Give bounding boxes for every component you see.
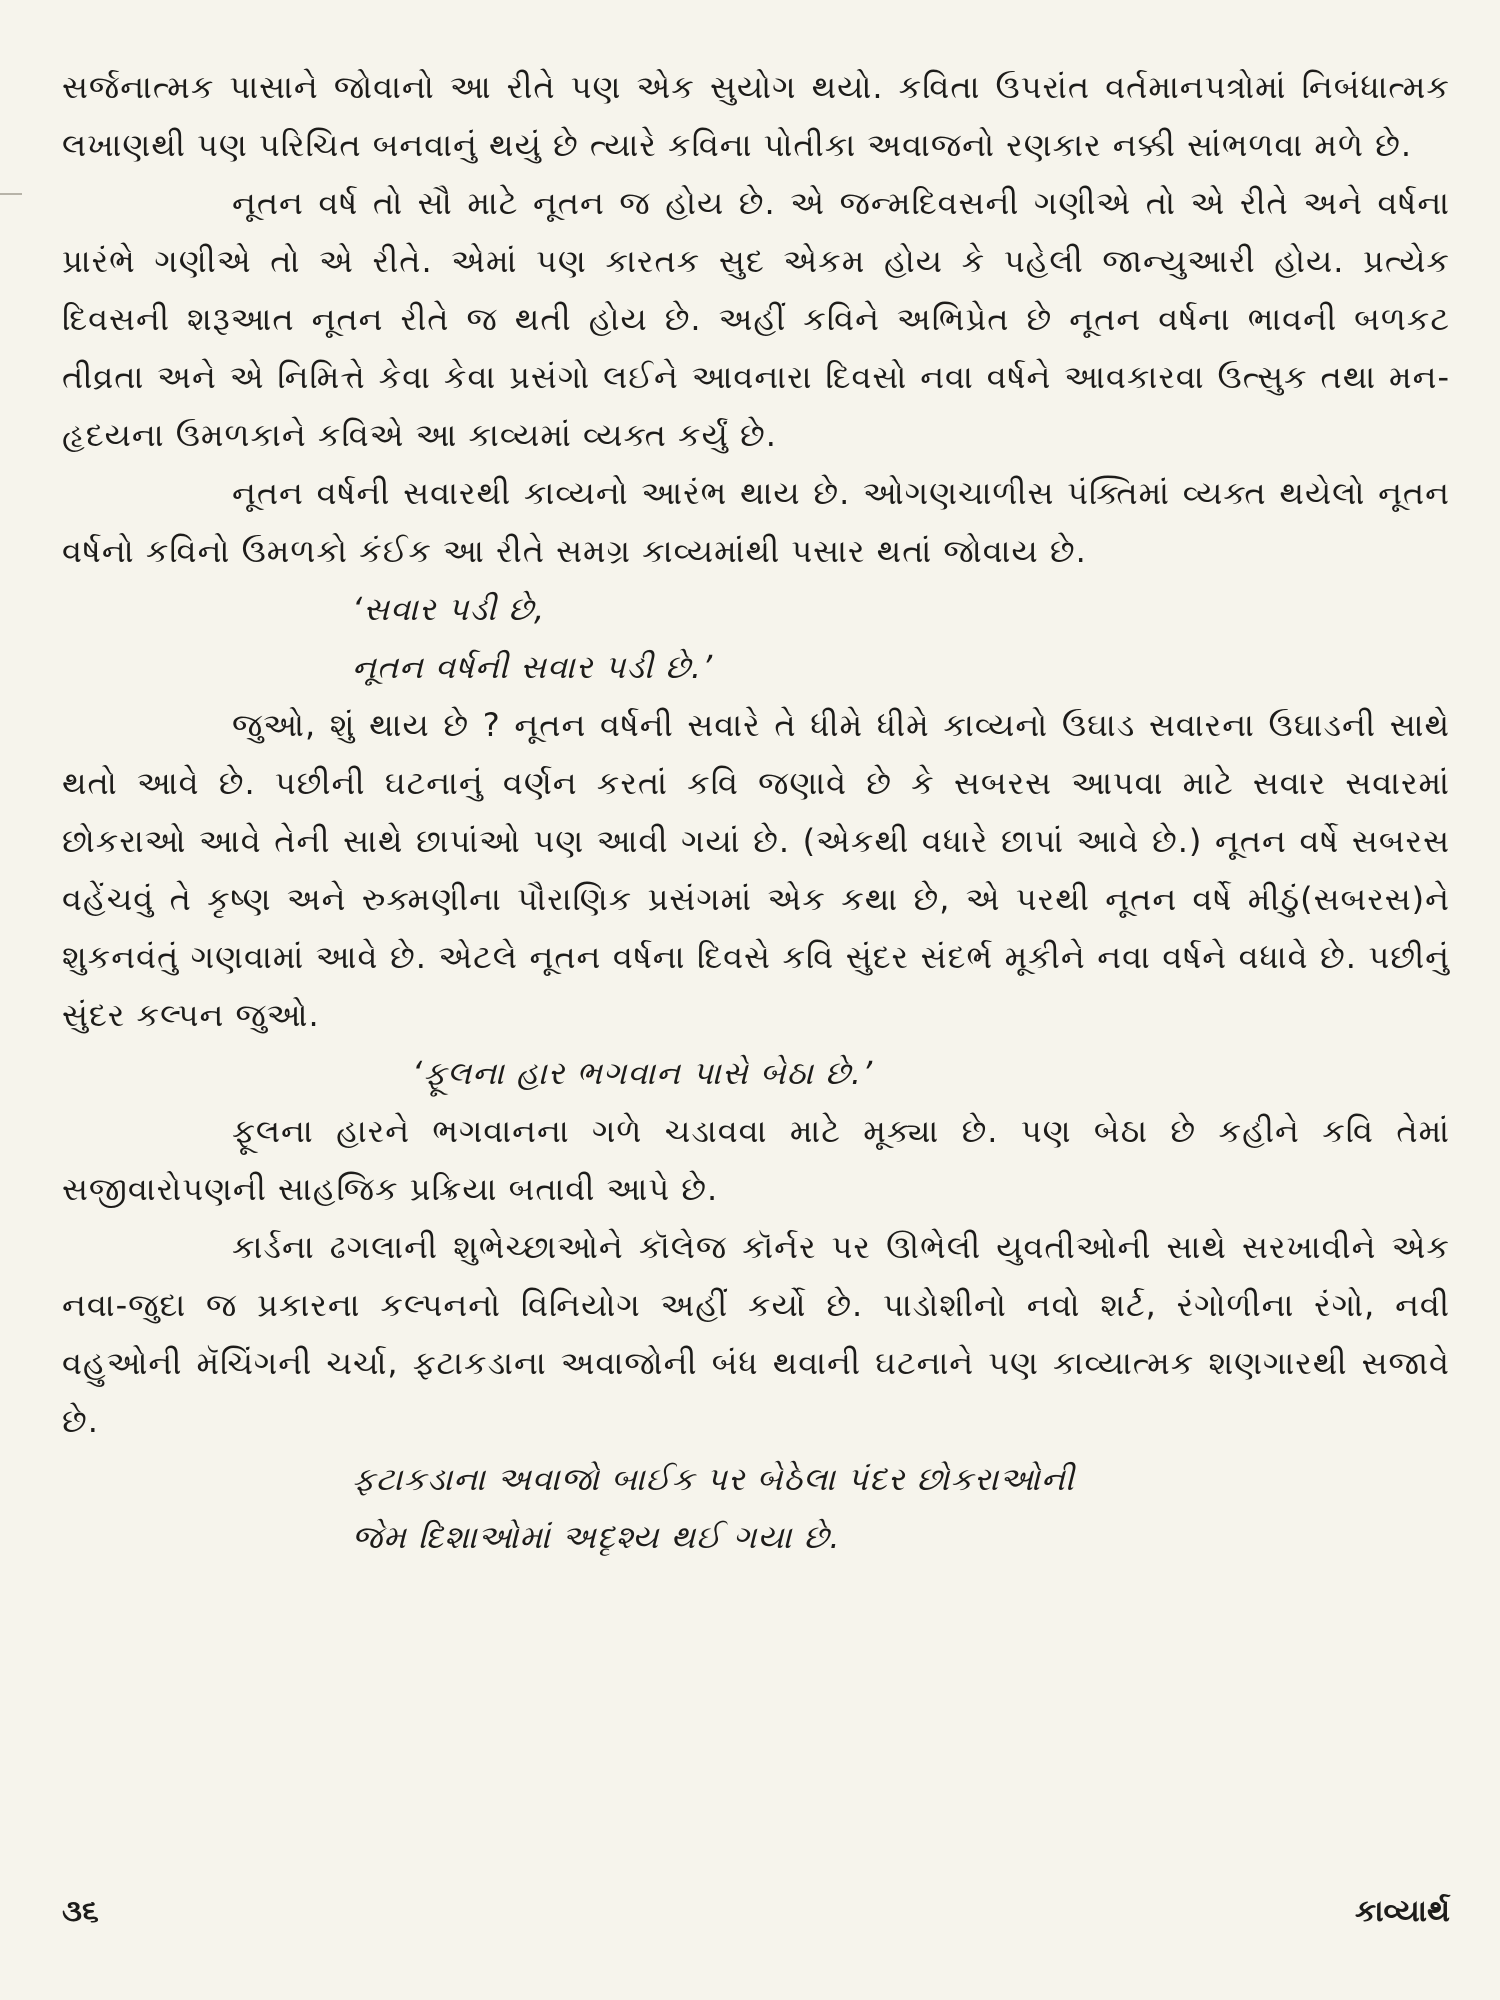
paragraph-3: નૂતન વર્ષની સવારથી કાવ્યનો આરંભ થાય છે. ઓગણચાળીસ પંક્તિમાં વ્યક્ત થયેલો નૂતન વર્ષનો કવિનો ઉમળકો કંઈક આ રીતે સમગ્ર કાવ્યમાંથી પસાર થતાં જોવાય છે. (62, 474, 1450, 570)
quote-1 (62, 580, 1450, 696)
paragraph-6: કાર્ડના ઢગલાની શુભેચ્છાઓને કૉલેજ કૉર્નર પર ઊભેલી યુવતીઓની સાથે સરખાવીને એક નવા-જુદા જ પ્રકારના કલ્પનનો વિનિયોગ અહીં કર્યો છે. પાડોશીનો નવો શર્ટ, રંગોળીના રંગો, નવી વહુઓની મૅચિંગની ચર્ચા, ફટાકડાના અવાજોની બંધ થવાની ઘટનાને પણ કાવ્યાત્મક શણગારથી સજાવે છે. (62, 1228, 1450, 1440)
quote-2 (62, 1044, 1450, 1102)
quote-3-line-1: ફટાકડાના અવાજો બાઈક પર બેઠેલા પંદર છોકરાઓની (352, 1460, 1075, 1498)
paragraph-2: નૂતન વર્ષ તો સૌ માટે નૂતન જ હોય છે. એ જન્મદિવસની ગણીએ તો એ રીતે અને વર્ષના પ્રારંભે ગણીએ તો એ રીતે. એમાં પણ કારતક સુદ એકમ હોય કે પહેલી જાન્યુઆરી હોય. પ્રત્યેક દિવસની શરૂઆત નૂતન રીતે જ થતી હોય છે. અહીં કવિને અભિપ્રેત છે નૂતન વર્ષના ભાવની બળકટ તીવ્રતા અને એ નિમિત્તે કેવા કેવા પ્રસંગો લઈને આવનારા દિવસો નવા વર્ષને આવકારવા ઉત્સુક તથા મન-હૃદયના ઉમળકાને કવિએ આ કાવ્યમાં વ્યક્ત કર્યું છે. (62, 184, 1450, 454)
paragraph-1: સર્જનાત્મક પાસાને જોવાનો આ રીતે પણ એક સુયોગ થયો. કવિતા ઉપરાંત વર્તમાનપત્રોમાં નિબંધાત્મક લખાણથી પણ પરિચિત બનવાનું થયું છે ત્યારે કવિના પોતીકા અવાજનો રણકાર નક્કી સાંભળવા મળે છે. (62, 68, 1450, 164)
quote-2-line-1: ‘ફૂલના હાર ભગવાન પાસે બેઠા છે.’ (412, 1054, 874, 1092)
quote-1-line-1: ‘સવાર પડી છે, (352, 590, 546, 628)
page-footer (62, 1886, 1450, 1936)
quote-3 (62, 1450, 1450, 1566)
margin-mark (0, 193, 22, 195)
page-number: ૩૬ (62, 1893, 99, 1929)
quote-3-line-2: જેમ દિશાઓમાં અદૃશ્ય થઈ ગયા છે. (352, 1518, 841, 1556)
book-title: કાવ્યાર્થ (1355, 1893, 1450, 1929)
page-body (62, 58, 1450, 1948)
paragraph-5: ફૂલના હારને ભગવાનના ગળે ચડાવવા માટે મૂક્યા છે. પણ બેઠા છે કહીને કવિ તેમાં સજીવારોપણની સાહજિક પ્રક્રિયા બતાવી આપે છે. (62, 1112, 1450, 1208)
paragraph-4: જુઓ, શું થાય છે ? નૂતન વર્ષની સવારે તે ધીમે ધીમે કાવ્યનો ઉઘાડ સવારના ઉઘાડની સાથે થતો આવે છે. પછીની ઘટનાનું વર્ણન કરતાં કવિ જણાવે છે કે સબરસ આપવા માટે સવાર સવારમાં છોકરાઓ આવે તેની સાથે છાપાંઓ પણ આવી ગયાં છે. (એકથી વધારે છાપાં આવે છે.) નૂતન વર્ષે સબરસ વહેંચવું તે કૃષ્ણ અને રુક્મણીના પૌરાણિક પ્રસંગમાં એક કથા છે, એ પરથી નૂતન વર્ષે મીઠું(સબરસ)ને શુકનવંતું ગણવામાં આવે છે. એટલે નૂતન વર્ષના દિવસે કવિ સુંદર સંદર્ભ મૂકીને નવા વર્ષને વધાવે છે. પછીનું સુંદર કલ્પન જુઓ. (62, 706, 1450, 1034)
quote-1-line-2: નૂતન વર્ષની સવાર પડી છે.’ (352, 648, 714, 686)
